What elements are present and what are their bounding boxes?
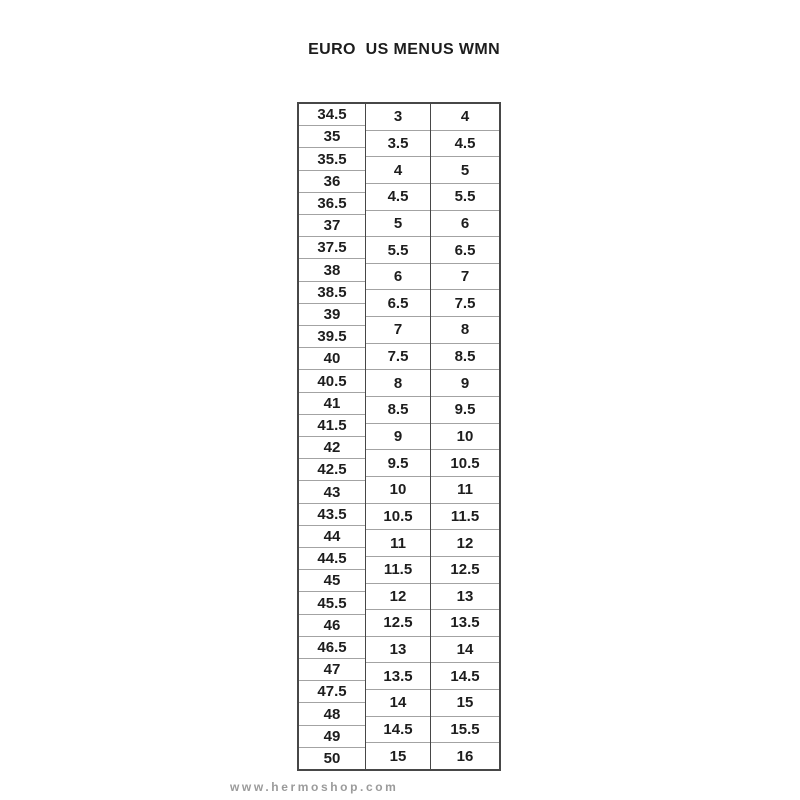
us-men-size-cell: 12.5 (366, 609, 430, 636)
us-wmn-size-cell: 6 (431, 210, 499, 237)
us-men-column (365, 104, 431, 769)
size-conversion-table (297, 102, 501, 771)
us-wmn-size-cell: 7 (431, 263, 499, 290)
us-men-size-cell: 14 (366, 689, 430, 716)
euro-size-cell: 41 (299, 392, 365, 414)
us-men-size-cell: 9 (366, 423, 430, 450)
column-headers (299, 41, 499, 59)
us-wmn-size-cell: 10.5 (431, 449, 499, 476)
euro-size-cell: 46 (299, 614, 365, 636)
us-men-size-cell: 13.5 (366, 662, 430, 689)
euro-size-cell: 42 (299, 436, 365, 458)
euro-size-cell: 37 (299, 214, 365, 236)
us-wmn-size-cell: 9.5 (431, 396, 499, 423)
us-wmn-size-cell: 13 (431, 583, 499, 610)
us-men-size-cell: 4.5 (366, 183, 430, 210)
us-men-size-cell: 10.5 (366, 503, 430, 530)
us-wmn-size-cell: 6.5 (431, 236, 499, 263)
us-wmn-size-cell: 5 (431, 156, 499, 183)
us-wmn-size-cell: 12 (431, 529, 499, 556)
us-men-size-cell: 7.5 (366, 343, 430, 370)
header-us-wmn: US WMN (431, 41, 501, 58)
euro-size-cell: 36.5 (299, 192, 365, 214)
us-men-size-cell: 7 (366, 316, 430, 343)
euro-size-cell: 36 (299, 170, 365, 192)
us-wmn-size-cell: 15.5 (431, 716, 499, 743)
euro-size-cell: 43.5 (299, 503, 365, 525)
us-wmn-size-cell: 12.5 (431, 556, 499, 583)
us-wmn-size-cell: 8.5 (431, 343, 499, 370)
euro-size-cell: 46.5 (299, 636, 365, 658)
us-men-size-cell: 11 (366, 529, 430, 556)
us-men-size-cell: 6 (366, 263, 430, 290)
us-wmn-size-cell: 16 (431, 742, 499, 769)
euro-size-cell: 43 (299, 480, 365, 502)
us-men-size-cell: 14.5 (366, 716, 430, 743)
euro-size-cell: 39 (299, 303, 365, 325)
euro-size-cell: 37.5 (299, 236, 365, 258)
us-wmn-size-cell: 11.5 (431, 503, 499, 530)
us-men-size-cell: 6.5 (366, 289, 430, 316)
us-men-size-cell: 8.5 (366, 396, 430, 423)
us-men-size-cell: 9.5 (366, 449, 430, 476)
us-men-size-cell: 8 (366, 369, 430, 396)
euro-size-cell: 42.5 (299, 458, 365, 480)
us-wmn-column (431, 104, 499, 769)
us-wmn-size-cell: 4.5 (431, 130, 499, 157)
euro-size-cell: 38 (299, 258, 365, 280)
us-men-size-cell: 15 (366, 742, 430, 769)
us-men-size-cell: 10 (366, 476, 430, 503)
us-men-size-cell: 11.5 (366, 556, 430, 583)
euro-size-cell: 50 (299, 747, 365, 769)
euro-size-cell: 39.5 (299, 325, 365, 347)
euro-size-cell: 41.5 (299, 414, 365, 436)
euro-size-cell: 47.5 (299, 680, 365, 702)
us-wmn-size-cell: 15 (431, 689, 499, 716)
euro-column (299, 104, 365, 769)
us-wmn-size-cell: 11 (431, 476, 499, 503)
euro-size-cell: 45.5 (299, 591, 365, 613)
us-men-size-cell: 5 (366, 210, 430, 237)
us-men-size-cell: 5.5 (366, 236, 430, 263)
us-men-size-cell: 13 (366, 636, 430, 663)
euro-size-cell: 40.5 (299, 369, 365, 391)
us-wmn-size-cell: 4 (460, 108, 470, 126)
euro-size-cell: 34.5 (317, 106, 347, 124)
euro-size-cell: 44.5 (299, 547, 365, 569)
euro-size-cell: 35.5 (299, 147, 365, 169)
us-men-size-cell: 3 (393, 108, 403, 126)
header-euro: EURO (308, 41, 356, 58)
us-men-size-cell: 3.5 (366, 130, 430, 157)
euro-size-cell: 49 (299, 725, 365, 747)
us-wmn-size-cell: 10 (431, 423, 499, 450)
us-men-size-cell: 4 (366, 156, 430, 183)
euro-size-cell: 44 (299, 525, 365, 547)
us-wmn-size-cell: 7.5 (431, 289, 499, 316)
us-wmn-size-cell: 5.5 (431, 183, 499, 210)
us-wmn-size-cell: 14.5 (431, 662, 499, 689)
us-wmn-size-cell: 9 (431, 369, 499, 396)
us-wmn-size-cell: 14 (431, 636, 499, 663)
euro-size-cell: 47 (299, 658, 365, 680)
website-url: www.hermoshop.com (230, 780, 399, 794)
euro-size-cell: 45 (299, 569, 365, 591)
us-men-size-cell: 12 (366, 583, 430, 610)
euro-size-cell: 40 (299, 347, 365, 369)
euro-size-cell: 35 (299, 125, 365, 147)
euro-size-cell: 38.5 (299, 281, 365, 303)
euro-size-cell: 48 (299, 702, 365, 724)
us-wmn-size-cell: 8 (431, 316, 499, 343)
header-us-men: US MEN (365, 41, 431, 58)
us-wmn-size-cell: 13.5 (431, 609, 499, 636)
